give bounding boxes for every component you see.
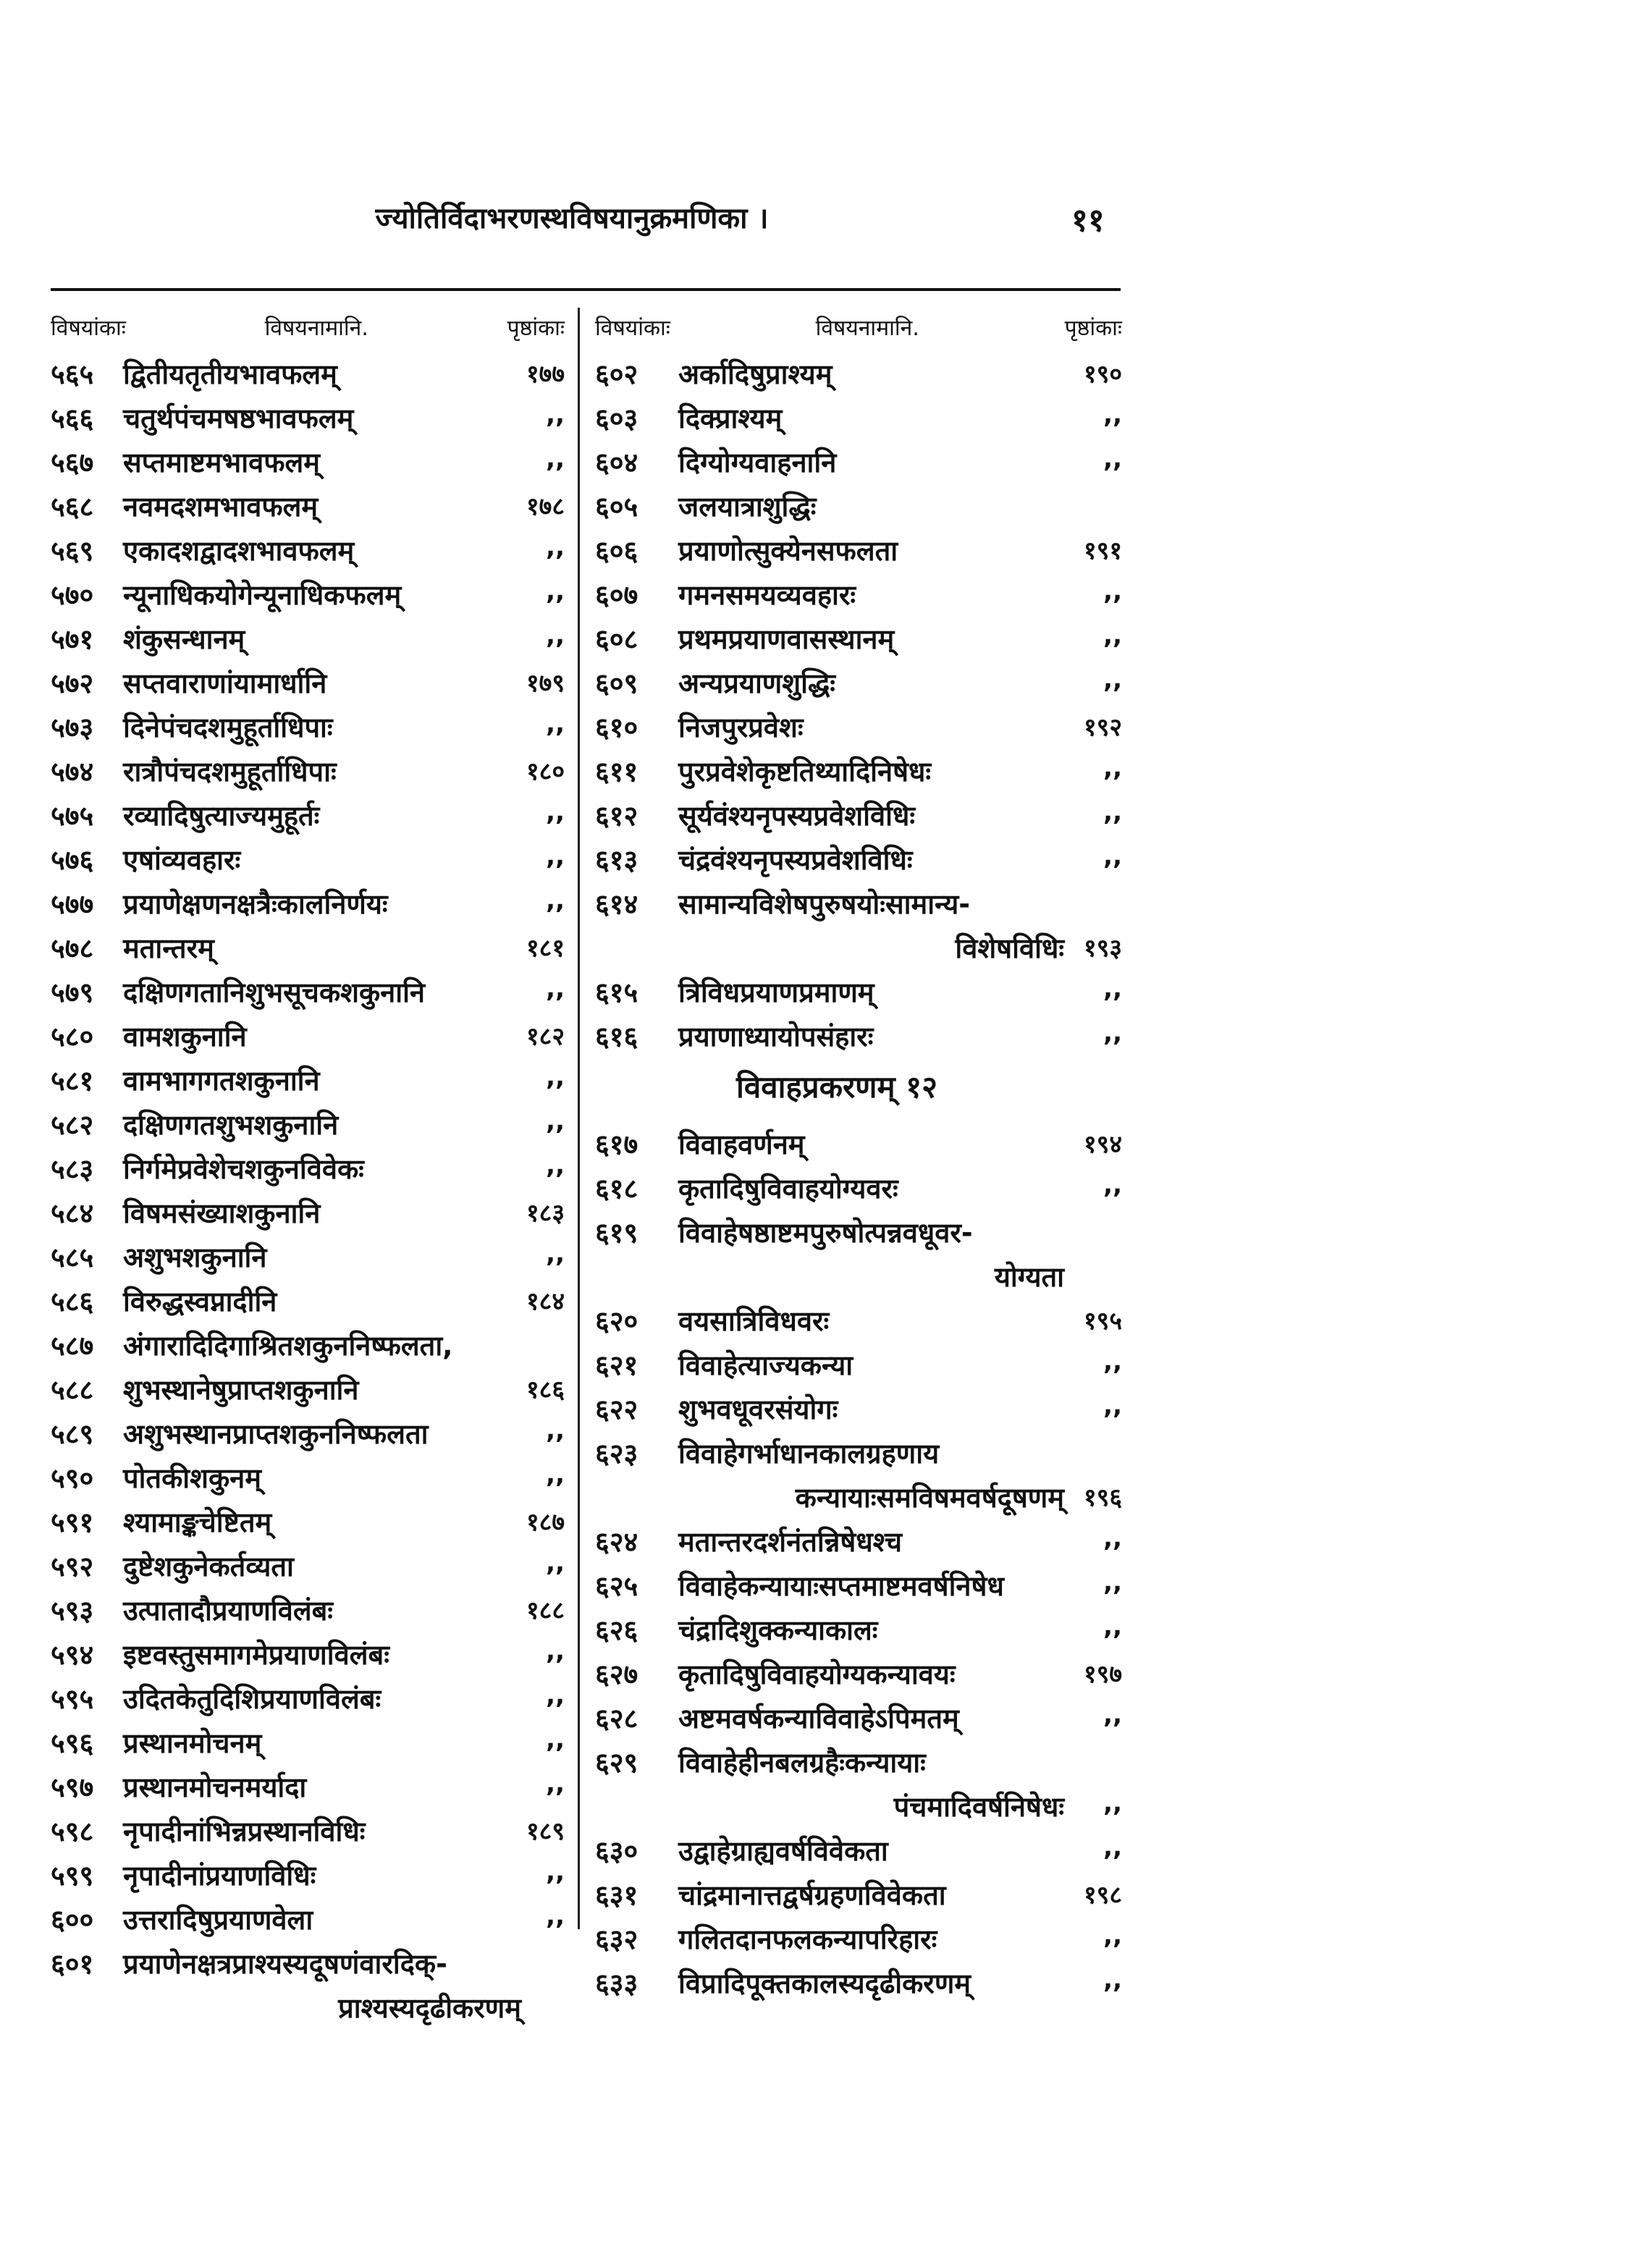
index-entry (51, 1630, 565, 1674)
entry-number: ६२९ (595, 1747, 638, 1779)
entry-page: ,, (1103, 665, 1122, 694)
entry-title: दिनेपंचदशमुहूर्ताधिपाः (123, 712, 333, 743)
entry-number: ६१३ (595, 844, 638, 876)
index-entry (595, 481, 1122, 526)
entry-title: शुभवधूवरसंयोगः (678, 1394, 838, 1425)
entry-number: ५९४ (51, 1639, 94, 1671)
entry-title: दक्षिणगतशुभशकुनानि (123, 1109, 339, 1141)
entry-page: ,, (546, 1637, 565, 1666)
index-entry (51, 1232, 565, 1276)
entry-number: ५९१ (51, 1506, 94, 1538)
entry-page: १९६ (1083, 1483, 1122, 1512)
entry-number: ५८९ (51, 1418, 94, 1450)
right-column (595, 304, 1122, 2002)
index-entry (595, 1340, 1122, 1384)
entry-page: १९७ (1083, 1660, 1122, 1689)
entry-title: विवाहेषष्ठाष्टमपुरुषोत्पन्नवधूवर- (678, 1217, 973, 1249)
index-entry (595, 1649, 1122, 1693)
entry-title: अंगारादिदिगाश्रितशकुननिष्फलता, (123, 1330, 453, 1362)
index-entry (51, 702, 565, 746)
index-entry (51, 1055, 565, 1100)
entry-page: ,, (546, 533, 565, 562)
entry-title: विप्रादिपूक्तकालस्यदृढीकरणम् (678, 1968, 971, 1999)
entry-title: विवाहवर्णनम् (678, 1129, 805, 1160)
index-entry (51, 1365, 565, 1409)
entry-page: ,, (1103, 1965, 1122, 1994)
entry-title: चंद्रादिशुक्कन्याकालः (678, 1614, 878, 1646)
entry-title: अष्टमवर्षकन्याविवाहेऽपिमतम् (678, 1703, 959, 1734)
entry-page: १९१ (1083, 536, 1122, 565)
index-entry (595, 1207, 1122, 1252)
entry-number: ६०० (51, 1904, 94, 1936)
entry-title: प्रयाणेक्षणनक्षत्रैःकालनिर्णयः (123, 888, 388, 920)
index-entry (595, 1119, 1122, 1163)
entry-title: विवाहेत्याज्यकन्या (678, 1349, 853, 1381)
index-entry (595, 570, 1122, 614)
index-entry (595, 1870, 1122, 1914)
entry-page: १८० (526, 757, 565, 786)
index-entry (595, 1011, 1122, 1055)
entry-title: जलयात्राशुद्धिः (678, 491, 817, 523)
entry-number: ६१० (595, 712, 638, 743)
entry-number: ६२४ (595, 1526, 638, 1558)
entry-page: ,, (546, 1681, 565, 1710)
entry-number: ५७१ (51, 623, 94, 655)
entry-number: ५८३ (51, 1153, 94, 1185)
entry-number: ६१९ (595, 1217, 638, 1249)
index-entry-continuation (595, 1472, 1122, 1517)
entry-title: चतुर्थपंचमषष्ठभावफलम् (123, 402, 354, 434)
entry-page: ,, (546, 709, 565, 738)
index-entry (595, 879, 1122, 923)
index-entry (595, 1914, 1122, 1958)
entry-title: विवाहेकन्यायाःसप्तमाष्टमवर्षनिषेध (678, 1570, 1004, 1602)
entry-page: ,, (1103, 1568, 1122, 1597)
index-entry (51, 1320, 565, 1365)
entry-title: अशुभशकुनानि (123, 1242, 267, 1273)
index-entry (51, 1718, 565, 1762)
entry-number: ५९६ (51, 1727, 94, 1759)
entry-title: प्रथमप्रयाणवासस्थानम् (678, 623, 895, 655)
entry-number: ५९३ (51, 1595, 94, 1627)
entry-title: शंकुसन्धानम् (123, 623, 245, 655)
entry-page: ,, (1103, 1921, 1122, 1950)
entry-page: ,, (546, 1769, 565, 1798)
entry-page: ,, (546, 1548, 565, 1577)
entry-number: ५७७ (51, 888, 94, 920)
entry-page: ,, (546, 1902, 565, 1931)
entry-number: ५७३ (51, 712, 94, 743)
entry-title: एकादशद्वादशभावफलम् (123, 535, 355, 567)
entry-title: विवाहेगर्भाधानकालग्रहणाय (678, 1438, 940, 1470)
entry-title: दिग्योग्यवाहनानि (678, 447, 837, 479)
entry-title: त्रिविधप्रयाणप्रमाणम् (678, 977, 874, 1008)
entry-number: ६१४ (595, 888, 638, 920)
entry-page: १७७ (526, 360, 565, 389)
entry-page: १९० (1083, 360, 1122, 389)
entry-title: निजपुरप्रवेशः (678, 712, 804, 743)
index-entry (51, 614, 565, 658)
entry-number: ६२० (595, 1305, 638, 1337)
entry-number: ६०२ (595, 358, 638, 390)
entry-title: रात्रौपंचदशमुहूर्ताधिपाः (123, 756, 337, 788)
entry-page: १८६ (526, 1375, 565, 1404)
entry-page: १९२ (1083, 713, 1122, 742)
entry-page: ,, (1103, 754, 1122, 783)
index-entry (595, 1163, 1122, 1207)
entry-number: ५८८ (51, 1374, 94, 1406)
entry-title: निर्गमेप्रवेशेचशकुनविवेकः (123, 1153, 364, 1185)
entry-number: ५७८ (51, 932, 94, 964)
entry-number: ५८५ (51, 1242, 94, 1273)
entry-title: सप्तमाष्टमभावफलम् (123, 447, 321, 479)
col-header-name: विषयनामानि. (815, 315, 919, 341)
entry-page: ,, (546, 1107, 565, 1136)
index-entry (51, 437, 565, 481)
index-entry (595, 967, 1122, 1011)
index-entry (595, 437, 1122, 481)
entry-page: ,, (1103, 1612, 1122, 1641)
entry-page: ,, (1103, 1171, 1122, 1200)
index-entry (595, 658, 1122, 702)
index-entry-continuation (595, 923, 1122, 967)
col-header-page: पृष्ठांकाः (1064, 315, 1122, 341)
entry-number: ५८० (51, 1021, 94, 1053)
entry-title: प्रस्थानमोचनमर्यादा (123, 1771, 307, 1803)
entry-title-continuation: विशेषविधिः (955, 932, 1064, 964)
entry-page: ,, (1103, 444, 1122, 473)
entry-number: ५७९ (51, 977, 94, 1008)
entry-page: १७८ (526, 492, 565, 521)
index-entry (51, 526, 565, 570)
index-entry (51, 1806, 565, 1850)
col-header-page: पृष्ठांकाः (507, 315, 565, 341)
entry-page: ,, (1103, 842, 1122, 871)
index-entry (51, 1939, 565, 1983)
entry-number: ५९२ (51, 1551, 94, 1582)
entry-number: ५६७ (51, 447, 94, 479)
right-entry-list (595, 349, 1122, 2002)
index-entry (595, 526, 1122, 570)
entry-page: ,, (546, 798, 565, 827)
entry-title: शुभस्थानेषुप्राप्तशकुनानि (123, 1374, 359, 1406)
index-entry (51, 393, 565, 437)
entry-page: ,, (1103, 1391, 1122, 1420)
entry-page: १९४ (1083, 1130, 1122, 1159)
entry-title: गलितदानफलकन्यापरिहारः (678, 1923, 937, 1955)
entry-number: ६१७ (595, 1129, 638, 1160)
index-entry (51, 570, 565, 614)
index-entry (595, 349, 1122, 393)
index-entry (51, 1453, 565, 1497)
entry-title: रव्यादिषुत्याज्यमुहूर्तः (123, 800, 320, 832)
index-entry (51, 1409, 565, 1453)
entry-number: ६२२ (595, 1394, 638, 1425)
index-entry (595, 1826, 1122, 1870)
entry-page: ,, (546, 1239, 565, 1268)
entry-title: चांद्रमानात्तद्वर्षग्रहणविवेकता (678, 1879, 946, 1911)
entry-page: १९३ (1083, 934, 1122, 963)
index-entry-continuation (595, 1782, 1122, 1826)
index-entry (595, 614, 1122, 658)
entry-number: ५७६ (51, 844, 94, 876)
index-entry (51, 1497, 565, 1541)
entry-title: कृतादिषुविवाहयोग्यकन्यावयः (678, 1658, 956, 1690)
index-entry (51, 1188, 565, 1232)
index-entry-continuation (595, 1252, 1122, 1296)
index-entry (51, 746, 565, 791)
entry-number: ५८४ (51, 1197, 94, 1229)
entry-number: ५७४ (51, 756, 94, 788)
entry-title: नृपादीनांभिन्नप्रस्थानविधिः (123, 1816, 366, 1847)
entry-number: ५८२ (51, 1109, 94, 1141)
entry-number: ६३१ (595, 1879, 638, 1911)
index-entry (51, 1011, 565, 1055)
entry-number: ६१२ (595, 800, 638, 832)
entry-page: १८२ (526, 1022, 565, 1051)
entry-title: वामशकुनानि (123, 1021, 247, 1053)
entry-title: न्यूनाधिकयोगेन्यूनाधिकफलम् (123, 579, 402, 611)
entry-number: ५८६ (51, 1286, 94, 1318)
entry-number: ५७२ (51, 667, 94, 699)
entry-number: ५७० (51, 579, 94, 611)
entry-title: एषांव्यवहारः (123, 844, 241, 876)
entry-page: ,, (546, 1460, 565, 1489)
entry-number: ६०८ (595, 623, 638, 655)
index-entry (595, 1958, 1122, 2002)
entry-page: ,, (1103, 1347, 1122, 1376)
entry-title: अशुभस्थानप्राप्तशकुननिष्फलता (123, 1418, 429, 1450)
index-entry (595, 1737, 1122, 1782)
entry-number: ६२६ (595, 1614, 638, 1646)
index-entry (51, 1276, 565, 1320)
entry-number: ६२७ (595, 1658, 638, 1690)
entry-page: ,, (1103, 1700, 1122, 1729)
entry-title: उत्पातादौप्रयाणविलंबः (123, 1595, 333, 1627)
entry-title-continuation: पंचमादिवर्षनिषेधः (893, 1791, 1064, 1823)
entry-title: पुरप्रवेशेकृष्टतिथ्यादिनिषेधः (678, 756, 932, 788)
entry-title: प्रयाणाध्यायोपसंहारः (678, 1021, 874, 1053)
entry-page: ,, (546, 444, 565, 473)
entry-title: नवमदशमभावफलम् (123, 491, 319, 523)
entry-page: ,, (1103, 1524, 1122, 1553)
entry-title: दिक्प्राश्यम् (678, 402, 783, 434)
entry-page: ,, (1103, 621, 1122, 650)
entry-title: सूर्यवंश्यनृपस्यप्रवेशविधिः (678, 800, 915, 832)
entry-number: ६३० (595, 1835, 638, 1867)
left-column (51, 304, 565, 2027)
index-entry (595, 791, 1122, 835)
entry-number: ६१६ (595, 1021, 638, 1053)
entry-title: उदितकेतुदिशिप्रयाणविलंबः (123, 1683, 382, 1715)
entry-title: वयसात्रिविधवरः (678, 1305, 830, 1337)
entry-number: ६१८ (595, 1173, 638, 1205)
index-entry (595, 1605, 1122, 1649)
entry-page: ,, (546, 1416, 565, 1445)
entry-title-continuation: कन्यायाःसमविषमवर्षदूषणम् (795, 1482, 1064, 1514)
entry-title: उद्वाहेग्राह्यवर्षविवेकता (678, 1835, 888, 1867)
entry-title: इष्टवस्तुसमागमेप्रयाणविलंबः (123, 1639, 389, 1671)
entry-number: ६०५ (595, 491, 638, 523)
entry-page: १८८ (526, 1596, 565, 1625)
entry-page: ,, (1103, 974, 1122, 1003)
col-header-number: विषयांकाः (595, 315, 670, 341)
entry-number: ६२८ (595, 1703, 638, 1734)
entry-number: ५९० (51, 1462, 94, 1494)
entry-title: अर्कादिषुप्राश्यम् (678, 358, 832, 390)
entry-title: कृतादिषुविवाहयोग्यवरः (678, 1173, 898, 1205)
entry-title: विषमसंख्याशकुनानि (123, 1197, 321, 1229)
entry-page: ,, (1103, 400, 1122, 429)
entry-number: ५९७ (51, 1771, 94, 1803)
index-entry (595, 746, 1122, 791)
entry-number: ५६८ (51, 491, 94, 523)
entry-number: ६०१ (51, 1948, 94, 1980)
left-column-header (51, 304, 565, 349)
entry-title: दक्षिणगतानिशुभसूचकशकुनानि (123, 977, 426, 1008)
entry-title: सामान्यविशेषपुरुषयोःसामान्य- (678, 888, 971, 920)
entry-title: प्रस्थानमोचनम् (123, 1727, 262, 1759)
col-header-name: विषयनामानि. (264, 315, 368, 341)
index-entry (595, 1517, 1122, 1561)
index-entry (51, 1850, 565, 1894)
left-entry-list (51, 349, 565, 2027)
entry-title: सप्तवाराणांयामार्धानि (123, 667, 327, 699)
entry-page: ,, (546, 621, 565, 650)
index-entry (595, 1561, 1122, 1605)
index-entry (51, 1762, 565, 1806)
entry-number: ६११ (595, 756, 638, 788)
index-entry (595, 1296, 1122, 1340)
entry-number: ५६६ (51, 402, 94, 434)
entry-page: ,, (546, 1858, 565, 1887)
entry-title: श्यामाङ्कचेष्टितम् (123, 1506, 272, 1538)
entry-title: उत्तरादिषुप्रयाणवेला (123, 1904, 313, 1936)
index-entry (595, 835, 1122, 879)
entry-number: ५९९ (51, 1860, 94, 1892)
entry-number: ६०७ (595, 579, 638, 611)
entry-number: ५९५ (51, 1683, 94, 1715)
entry-title: मतान्तरदर्शनंतन्निषेधश्च (678, 1526, 903, 1558)
index-entry (595, 702, 1122, 746)
entry-page: ,, (546, 842, 565, 871)
entry-number: ६२३ (595, 1438, 638, 1470)
entry-number: ६३२ (595, 1923, 638, 1955)
index-entry (51, 1100, 565, 1144)
entry-title: गमनसमयव्यवहारः (678, 579, 856, 611)
entry-title: प्रयाणेनक्षत्रप्राश्यस्यदूषणंवारदिक्- (123, 1948, 447, 1980)
entry-title: नृपादीनांप्रयाणविधिः (123, 1860, 316, 1892)
index-entry (595, 1384, 1122, 1428)
entry-page: १८७ (526, 1508, 565, 1537)
entry-title: मतान्तरम् (123, 932, 214, 964)
entry-number: ६३३ (595, 1968, 638, 1999)
right-column-header (595, 304, 1122, 349)
entry-title: द्वितीयतृतीयभावफलम् (123, 358, 337, 390)
entry-page: ,, (546, 1725, 565, 1754)
index-entry (51, 1674, 565, 1718)
entry-page: १८१ (526, 934, 565, 963)
entry-page: ,, (546, 974, 565, 1003)
entry-title: विवाहेहीनबलग्रहैःकन्यायाः (678, 1747, 926, 1779)
entry-title: अन्यप्रयाणशुद्धिः (678, 667, 835, 699)
index-entry (595, 1428, 1122, 1472)
index-entry (51, 658, 565, 702)
col-header-number: विषयांकाः (51, 315, 126, 341)
entry-number: ६२१ (595, 1349, 638, 1381)
index-entry (51, 879, 565, 923)
entry-page: ,, (546, 1151, 565, 1180)
entry-page: ,, (1103, 1019, 1122, 1047)
entry-number: ६०४ (595, 447, 638, 479)
index-entry (51, 1894, 565, 1939)
entry-title: चंद्रवंश्यनृपस्यप्रवेशविधिः (678, 844, 913, 876)
index-entry (51, 349, 565, 393)
entry-page: १८९ (526, 1817, 565, 1846)
entry-page: १९८ (1083, 1881, 1122, 1910)
entry-number: ६२५ (595, 1570, 638, 1602)
entry-page: ,, (1103, 798, 1122, 827)
entry-title: प्रयाणोत्सुक्येनसफलता (678, 535, 898, 567)
entry-title: पोतकीशकुनम् (123, 1462, 261, 1494)
entry-number: ६१५ (595, 977, 638, 1008)
section-heading: विवाहप्रकरणम् १२ (736, 1069, 937, 1105)
page-number: ११ (1071, 202, 1105, 239)
column-divider (578, 308, 580, 1929)
running-header-title: ज्योतिर्विदाभरणस्थविषयानुक्रमणिका । (375, 202, 769, 235)
entry-page: ,, (546, 577, 565, 606)
index-entry (595, 1693, 1122, 1737)
index-entry (51, 835, 565, 879)
entry-number: ५८१ (51, 1065, 94, 1097)
entry-number: ५७५ (51, 800, 94, 832)
index-entry (51, 1144, 565, 1188)
entry-title: विरुद्धस्वप्नादीनि (123, 1286, 277, 1318)
entry-page: ,, (1103, 1833, 1122, 1862)
entry-page: १७९ (526, 669, 565, 698)
entry-page: ,, (1103, 1789, 1122, 1818)
entry-page: १८४ (526, 1287, 565, 1316)
entry-number: ६०६ (595, 535, 638, 567)
entry-title-continuation: प्राश्यस्यदृढीकरणम् (338, 1992, 521, 2024)
entry-page: ,, (546, 886, 565, 915)
index-entry (51, 923, 565, 967)
index-entry (51, 1541, 565, 1585)
index-entry (595, 393, 1122, 437)
entry-title-continuation: योग्यता (994, 1261, 1064, 1293)
index-entry-continuation (51, 1983, 565, 2027)
index-entry (51, 967, 565, 1011)
index-entry (51, 1585, 565, 1630)
index-entry (51, 791, 565, 835)
entry-page: ,, (546, 400, 565, 429)
entry-page: १८३ (526, 1199, 565, 1228)
entry-title: दुष्टेशकुनेकर्तव्यता (123, 1551, 294, 1582)
entry-number: ५८७ (51, 1330, 94, 1362)
index-entry (51, 481, 565, 526)
entry-page: ,, (1103, 577, 1122, 606)
entry-page: १९५ (1083, 1307, 1122, 1336)
header-rule (51, 288, 1121, 291)
entry-number: ५६५ (51, 358, 94, 390)
entry-title: वामभागगतशकुनानि (123, 1065, 320, 1097)
entry-page: ,, (546, 1063, 565, 1092)
entry-number: ५९८ (51, 1816, 94, 1847)
entry-number: ६०३ (595, 402, 638, 434)
entry-number: ५६९ (51, 535, 94, 567)
entry-number: ६०९ (595, 667, 638, 699)
